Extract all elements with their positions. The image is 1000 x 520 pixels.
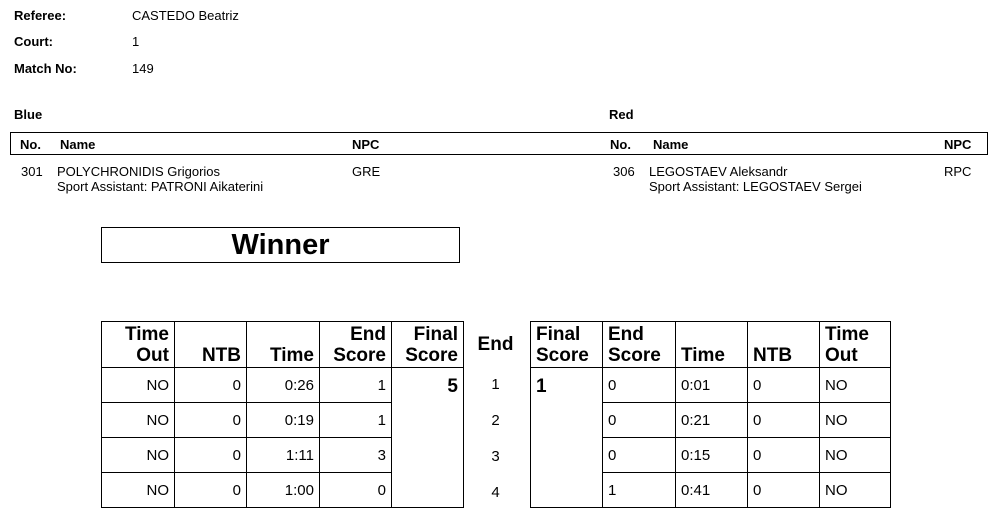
- end-number: 1: [491, 376, 500, 393]
- winner-box: Winner: [101, 227, 460, 263]
- red-final-score: 1: [531, 368, 603, 508]
- court-label: Court:: [14, 34, 53, 49]
- blue-score-table: [101, 321, 464, 508]
- red-time-out-cell: NO: [820, 368, 891, 403]
- blue-time-cell: 1:11: [247, 438, 320, 473]
- red-end-score-cell: 0: [603, 438, 676, 473]
- red-ntb-cell: 0: [748, 368, 820, 403]
- red-final-score-header: Final Score: [531, 322, 603, 368]
- blue-ntb-cell: 0: [175, 438, 247, 473]
- blue-final-score: 5: [392, 368, 464, 508]
- red-time-header: Time: [676, 322, 748, 368]
- blue-end-score-cell: 0: [320, 473, 392, 508]
- blue-end-score-header: End Score: [320, 322, 392, 368]
- red-time-out-cell: NO: [820, 473, 891, 508]
- blue-ntb-cell: 0: [175, 403, 247, 438]
- red-sport-assistant: Sport Assistant: LEGOSTAEV Sergei: [649, 179, 862, 194]
- blue-athlete-number: 301: [21, 164, 43, 179]
- referee-value: CASTEDO Beatriz: [132, 8, 239, 23]
- blue-ntb-cell: 0: [175, 473, 247, 508]
- red-athlete-number: 306: [613, 164, 635, 179]
- blue-score-header-row: [102, 322, 464, 368]
- table-row: [531, 368, 891, 403]
- red-athlete-name: LEGOSTAEV Aleksandr: [649, 164, 788, 179]
- blue-time-out-cell: NO: [102, 473, 175, 508]
- blue-time-out-cell: NO: [102, 368, 175, 403]
- red-ntb-header: NTB: [748, 322, 820, 368]
- end-number: 3: [491, 448, 500, 465]
- red-time-cell: 0:01: [676, 368, 748, 403]
- blue-npc-header: NPC: [352, 137, 380, 152]
- blue-time-cell: 1:00: [247, 473, 320, 508]
- blue-time-header: Time: [247, 322, 320, 368]
- red-ntb-cell: 0: [748, 438, 820, 473]
- blue-ntb-header: NTB: [175, 322, 247, 368]
- blue-time-out-cell: NO: [102, 438, 175, 473]
- match-number-label: Match No:: [14, 61, 77, 76]
- red-side-title: Red: [609, 107, 634, 122]
- blue-end-score-cell: 1: [320, 368, 392, 403]
- red-end-score-cell: 0: [603, 403, 676, 438]
- blue-time-out-cell: NO: [102, 403, 175, 438]
- blue-final-score-header: Final Score: [392, 322, 464, 368]
- red-name-header: Name: [653, 137, 689, 152]
- blue-no-header: No.: [20, 137, 41, 152]
- red-score-header-row: [531, 322, 891, 368]
- blue-time-cell: 0:26: [247, 368, 320, 403]
- court-value: 1: [132, 34, 140, 49]
- red-ntb-cell: 0: [748, 403, 820, 438]
- blue-sport-assistant: Sport Assistant: PATRONI Aikaterini: [57, 179, 264, 194]
- blue-time-cell: 0:19: [247, 403, 320, 438]
- table-row: [102, 368, 464, 403]
- red-time-out-cell: NO: [820, 403, 891, 438]
- red-time-out-cell: NO: [820, 438, 891, 473]
- red-end-score-header: End Score: [603, 322, 676, 368]
- red-end-score-cell: 1: [603, 473, 676, 508]
- red-time-cell: 0:15: [676, 438, 748, 473]
- red-no-header: No.: [610, 137, 631, 152]
- blue-side-title: Blue: [14, 107, 43, 122]
- red-time-cell: 0:41: [676, 473, 748, 508]
- blue-ntb-cell: 0: [175, 368, 247, 403]
- blue-npc: GRE: [352, 164, 381, 179]
- athlete-header-band: [10, 132, 988, 155]
- red-time-cell: 0:21: [676, 403, 748, 438]
- blue-end-score-cell: 3: [320, 438, 392, 473]
- end-number: 2: [491, 412, 500, 429]
- red-ntb-cell: 0: [748, 473, 820, 508]
- end-number: 4: [491, 484, 500, 501]
- match-number-value: 149: [132, 61, 154, 76]
- red-time-out-header: Time Out: [820, 322, 891, 368]
- red-score-table: [530, 321, 891, 508]
- referee-label: Referee:: [14, 8, 67, 23]
- blue-athlete-name: POLYCHRONIDIS Grigorios: [57, 164, 221, 179]
- red-npc-header: NPC: [944, 137, 972, 152]
- blue-time-out-header: Time Out: [102, 322, 175, 368]
- red-npc: RPC: [944, 164, 972, 179]
- blue-name-header: Name: [60, 137, 96, 152]
- end-column-header: End: [477, 334, 514, 355]
- blue-end-score-cell: 1: [320, 403, 392, 438]
- red-end-score-cell: 0: [603, 368, 676, 403]
